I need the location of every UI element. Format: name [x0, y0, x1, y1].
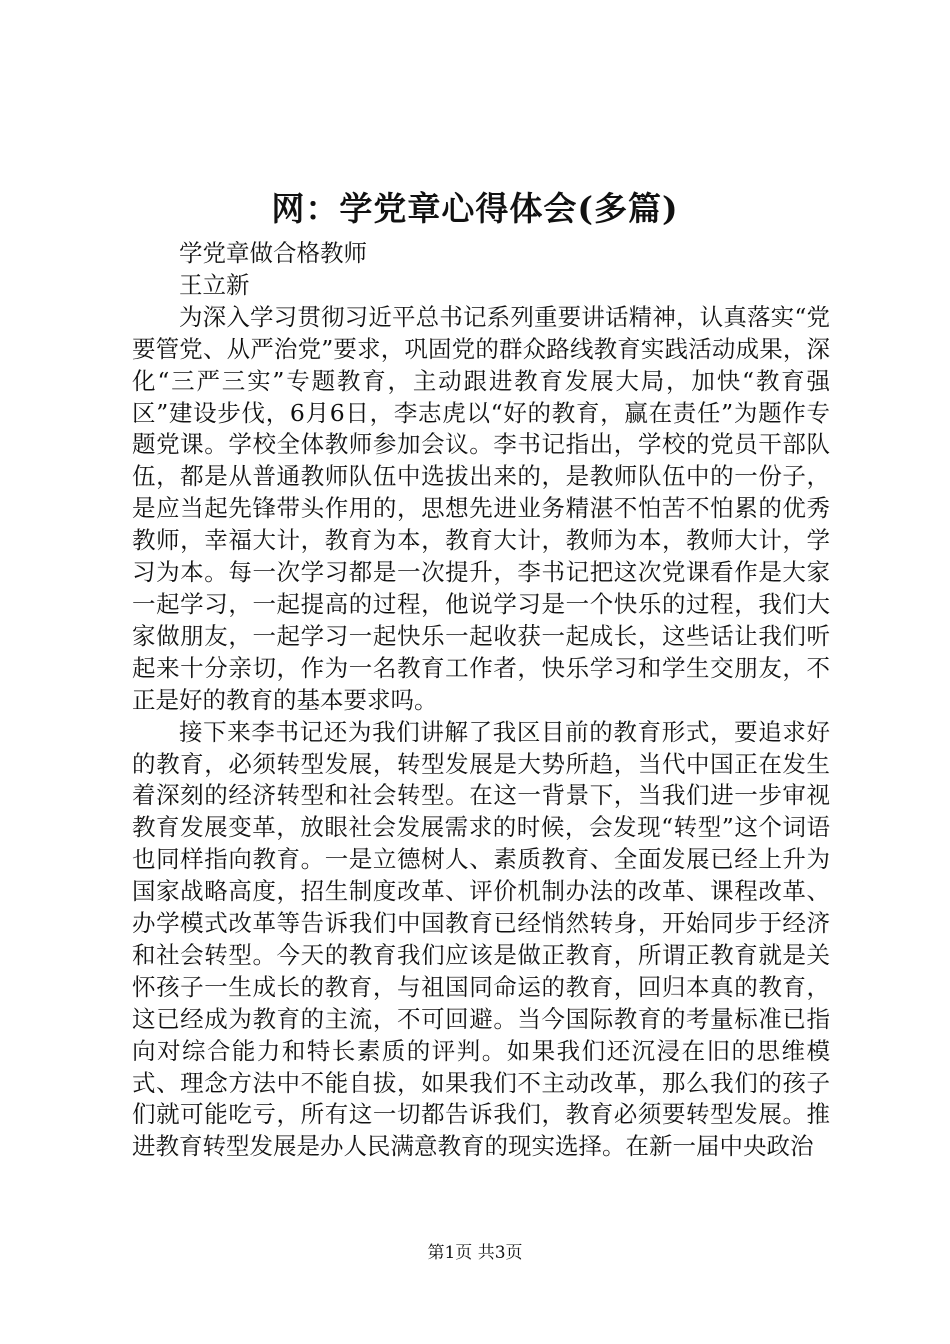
document-body [132, 238, 830, 1163]
paragraph-1: 为深入学习贯彻习近平总书记系列重要讲话精神，认真落实“党要管党、从严治党”要求，巩固党的群众路线教育实践活动成果，深化“三严三实”专题教育，主动跟进教育发展大局，加快“教育强区”建设步伐，6月6日，李志虎以“好的教育，赢在责任”为题作专题党课。学校全体教师参加会议。李书记指出，学校的党员干部队伍，都是从普通教师队伍中选拔出来的，是教师队伍中的一份子，是应当起先锋带头作用的，思想先进业务精湛不怕苦不怕累的优秀教师，幸福大计，教育为本，教育大计，教师为本，教师大计，学习为本。每一次学习都是一次提升，李书记把这次党课看作是大家一起学习，一起提高的过程，他说学习是一个快乐的过程，我们大家做朋友，一起学习一起快乐一起收获一起成长，这些话让我们听起来十分亲切，作为一名教育工作者，快乐学习和学生交朋友，不正是好的教育的基本要求吗。 [132, 302, 830, 714]
page-footer: 第1页 共3页 [427, 1243, 523, 1263]
subtitle-line: 学党章做合格教师 [179, 239, 367, 267]
document-title: 网：学党章心得体会(多篇) [271, 189, 679, 228]
author-line: 王立新 [179, 270, 250, 299]
paragraph-2: 接下来李书记还为我们讲解了我区目前的教育形式，要追求好的教育，必须转型发展，转型发展是大势所趋，当代中国正在发生着深刻的经济转型和社会转型。在这一背景下，当我们进一步审视教育发展变革，放眼社会发展需求的时候，会发现“转型”这个词语也同样指向教育。一是立德树人、素质教育、全面发展已经上升为国家战略高度，招生制度改革、评价机制办法的改革、课程改革、办学模式改革等告诉我们中国教育已经悄然转身，开始同步于经济和社会转型。今天的教育我们应该是做正教育，所谓正教育就是关怀孩子一生成长的教育，与祖国同命运的教育，回归本真的教育，这已经成为教育的主流，不可回避。当今国际教育的考量标准已指向对综合能力和特长素质的评判。如果我们还沉浸在旧的思维模式、理念方法中不能自拔，如果我们不主动改革，那么我们的孩子们就可能吃亏，所有这一切都告诉我们，教育必须要转型发展。推进教育转型发展是办人民满意教育的现实选择。在新一届中央政治 [132, 717, 830, 1161]
